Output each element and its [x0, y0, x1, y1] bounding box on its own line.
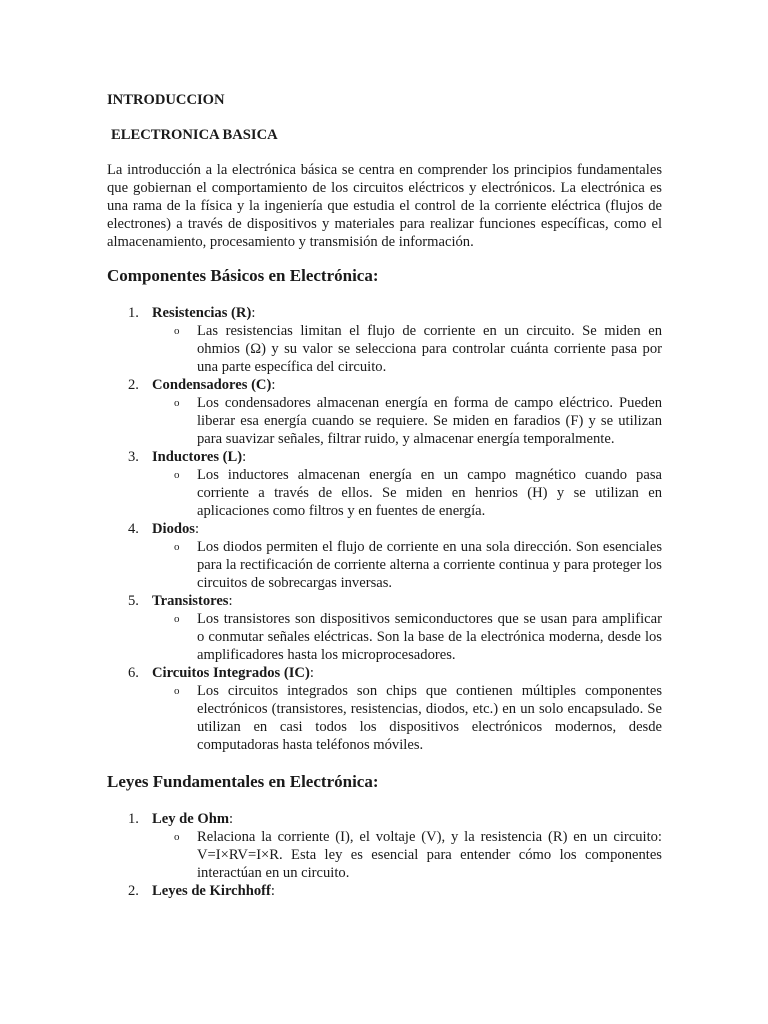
item-name: Ley de Ohm [152, 811, 230, 827]
item-number: 6. [128, 665, 139, 681]
item-number: 3. [128, 449, 139, 465]
item-description-block [174, 610, 662, 664]
item-number: 5. [128, 593, 139, 609]
list-item [107, 664, 662, 754]
item-description: Los circuitos integrados son chips que contienen múltiples componentes electrónicos (transistores, resistencias, diodos, etc.) en un solo encapsulado. Se utilizan en casi todos los dispositivos electrónicos modernos, desde computadoras hasta teléfonos móviles. [197, 683, 662, 753]
item-number: 1. [128, 811, 139, 827]
item-suffix: : [242, 449, 247, 465]
components-section-title: Componentes Básicos en Electrónica: [107, 266, 379, 285]
components-list [107, 304, 662, 754]
item-description-block [174, 466, 662, 520]
bullet-icon: o [174, 469, 180, 481]
list-item [107, 376, 662, 448]
item-description: Los condensadores almacenan energía en forma de campo eléctrico. Pueden liberar esa energía cuando se requiere. Se miden en faradios (F) y se utilizan para suavizar señales, filtrar ruido, y almacenar energía temporalmente. [197, 395, 662, 447]
item-description: Las resistencias limitan el flujo de corriente en un circuito. Se miden en ohmios (Ω) y su valor se selecciona para controlar cuánta corriente pasa por una parte específica del circuito. [197, 323, 662, 375]
item-description-block [174, 538, 662, 592]
bullet-icon: o [174, 325, 180, 337]
item-suffix: : [270, 883, 275, 899]
item-description-block [174, 394, 662, 448]
bullet-icon: o [174, 613, 180, 625]
list-item [107, 520, 662, 592]
laws-list [107, 810, 662, 900]
item-name: Inductores (L) [152, 449, 243, 465]
item-suffix: : [271, 377, 276, 393]
item-suffix: : [228, 593, 233, 609]
document-body [107, 91, 662, 900]
laws-section-title: Leyes Fundamentales en Electrónica: [107, 772, 379, 791]
item-suffix: : [194, 521, 200, 537]
bullet-icon: o [174, 685, 180, 697]
item-suffix: : [251, 305, 256, 321]
list-item [107, 448, 662, 520]
document-heading: INTRODUCCION [107, 92, 225, 108]
item-suffix: : [229, 811, 234, 827]
item-number: 4. [128, 521, 139, 537]
item-description: Los diodos permiten el flujo de corriente en una sola dirección. Son esenciales para la rectificación de corriente alterna a corriente continua y para proteger los circuitos de sobrecargas inversas. [197, 539, 662, 591]
bullet-icon: o [174, 831, 180, 843]
item-name: Resistencias (R) [152, 305, 252, 321]
item-number: 1. [128, 305, 139, 321]
list-item [107, 592, 662, 664]
item-description-block [174, 682, 662, 754]
item-name: Condensadores (C) [152, 377, 272, 393]
item-name: Transistores [152, 593, 229, 609]
bullet-icon: o [174, 541, 180, 553]
item-description-block [174, 828, 662, 882]
document-subheading: ELECTRONICA BASICA [111, 127, 278, 143]
list-item [107, 810, 662, 882]
item-suffix: : [309, 665, 314, 681]
item-number: 2. [128, 883, 139, 899]
item-description: Relaciona la corriente (I), el voltaje (V), y la resistencia (R) en un circuito: V=I×RV=I×R. Esta ley es esencial para entender cómo los componentes interactúan en un circuito. [197, 829, 662, 881]
list-item [107, 882, 662, 900]
item-description: Los inductores almacenan energía en un campo magnético cuando pasa corriente a través de ellos. Se miden en henrios (H) y se utilizan en aplicaciones como filtros y en fuentes de energía. [197, 467, 662, 519]
intro-paragraph: La introducción a la electrónica básica se centra en comprender los principios fundamentales que gobiernan el comportamiento de los circuitos eléctricos y electrónicos. La electrónica es una rama de la física y la ingeniería que estudia el control de la corriente eléctrica (flujos de electrones) a través de dispositivos y materiales para realizar funciones específicas, como el almacenamiento, procesamiento y transmisión de información. [107, 162, 662, 250]
item-description-block [174, 322, 662, 376]
item-description: Los transistores son dispositivos semiconductores que se usan para amplificar o conmutar señales eléctricas. Son la base de la electrónica moderna, desde los amplificadores hasta los microprocesadores. [197, 611, 662, 663]
bullet-icon: o [174, 397, 180, 409]
list-item [107, 304, 662, 376]
item-name: Diodos [152, 521, 195, 537]
item-number: 2. [128, 377, 139, 393]
item-name: Circuitos Integrados (IC) [152, 665, 310, 681]
item-name: Leyes de Kirchhoff [152, 883, 271, 899]
